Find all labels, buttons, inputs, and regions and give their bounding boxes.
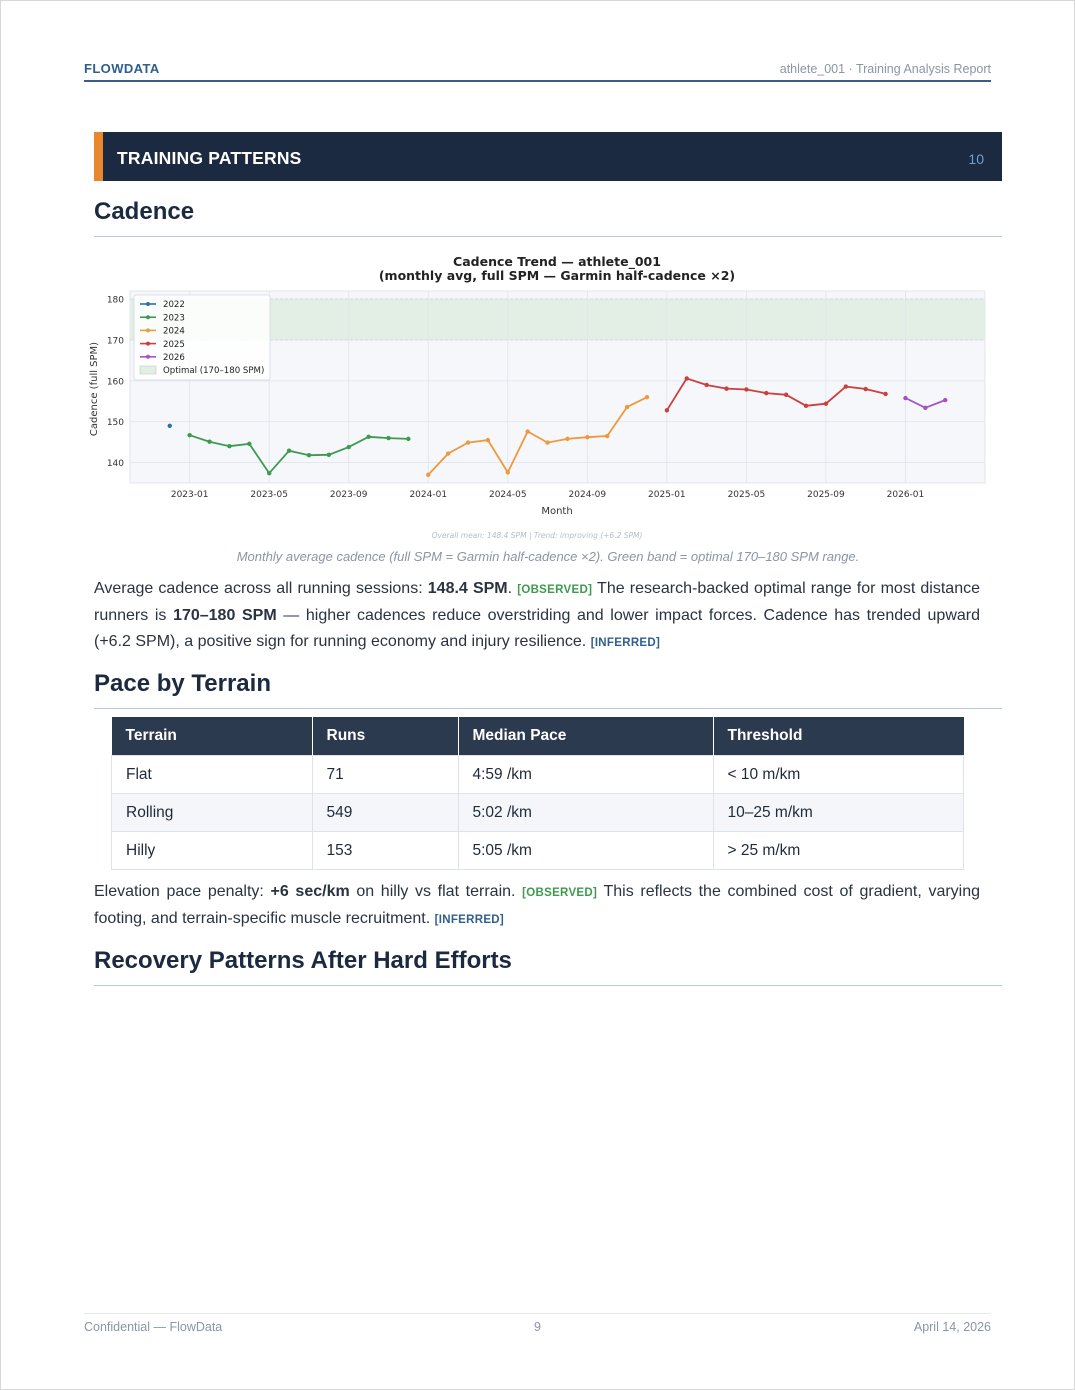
cell-runs: 153 [312, 832, 458, 870]
cadence-optimal-range: 170–180 SPM [173, 607, 277, 624]
legend-marker-2022 [146, 302, 150, 306]
data-point-2023 [307, 453, 311, 457]
data-point-2023 [327, 453, 331, 457]
y-tick-label: 180 [106, 295, 124, 306]
data-point-2024 [525, 429, 529, 433]
pace-heading-rule [94, 708, 1002, 709]
cell-terrain: Rolling [112, 794, 313, 832]
data-point-2025 [685, 376, 689, 380]
table-header-row [112, 717, 964, 756]
cadence-text-1: Average cadence across all running sessions: [94, 580, 428, 597]
pace-text-3: This reflects the combined cost of gradient, varying footing, and terrain-specific muscle recruitment. [94, 883, 981, 927]
banner-title: TRAINING PATTERNS [117, 148, 302, 168]
cell-terrain: Flat [112, 756, 313, 794]
cell-median-pace: 5:05 /km [458, 832, 713, 870]
legend-label-2023: 2023 [163, 313, 185, 324]
footer-page-number: 9 [534, 1320, 541, 1334]
data-point-2024 [565, 437, 569, 441]
cell-threshold: > 25 m/km [713, 832, 964, 870]
cadence-text-3: The research-backed optimal range for most distance runners is [94, 580, 981, 624]
data-point-2024 [486, 438, 490, 442]
cadence-chart-caption: Monthly average cadence (full SPM = Garmin half-cadence ×2). Green band = optimal 170–180 SPM range. [236, 549, 860, 564]
pace-by-terrain-table [111, 717, 964, 870]
chart-footnote: Overall mean: 148.4 SPM | Trend: improving (+6.2 SPM) [431, 531, 643, 540]
data-point-2025 [665, 408, 669, 412]
chart-subtitle: (monthly avg, full SPM — Garmin half-cadence ×2) [378, 268, 736, 283]
x-tick-label: 2025-09 [807, 490, 845, 500]
legend-marker-2023 [146, 315, 150, 319]
data-point-2026 [903, 396, 907, 400]
table-row [112, 756, 964, 794]
data-point-2024 [605, 434, 609, 438]
legend-label-2024: 2024 [163, 326, 185, 337]
cell-median-pace: 5:02 /km [458, 794, 713, 832]
data-point-2024 [645, 395, 649, 399]
x-tick-label: 2026-01 [886, 490, 925, 500]
y-tick-label: 140 [106, 459, 124, 470]
data-point-2022 [168, 424, 172, 428]
brand-logo-text: FLOWDATA [84, 61, 160, 76]
data-point-2023 [227, 444, 231, 448]
data-point-2023 [347, 445, 351, 449]
banner-accent-bar [94, 132, 103, 181]
data-point-2024 [426, 473, 430, 477]
data-point-2024 [545, 440, 549, 444]
legend-label-band: Optimal (170–180 SPM) [163, 366, 265, 377]
data-point-2023 [406, 437, 410, 441]
data-point-2024 [625, 405, 629, 409]
data-point-2025 [863, 387, 867, 391]
report-subtitle: athlete_001 · Training Analysis Report [779, 62, 991, 76]
data-point-2025 [844, 384, 848, 388]
pace-text-2: on hilly vs flat terrain. [349, 883, 523, 900]
cadence-heading: Cadence [94, 198, 195, 225]
observed-tag: [OBSERVED] [522, 887, 598, 899]
footer-confidential: Confidential — FlowData [84, 1320, 223, 1334]
legend-label-2026: 2026 [163, 353, 185, 363]
cell-median-pace: 4:59 /km [458, 756, 713, 794]
legend-swatch-band [140, 366, 156, 374]
data-point-2025 [784, 393, 788, 397]
data-point-2023 [386, 436, 390, 440]
cell-terrain: Hilly [112, 832, 313, 870]
x-tick-label: 2023-05 [250, 490, 288, 500]
cadence-heading-rule [94, 236, 1002, 237]
section-banner [94, 132, 1002, 181]
data-point-2025 [883, 392, 887, 396]
inferred-tag: [INFERRED] [434, 914, 505, 926]
chart-y-label: Cadence (full SPM) [89, 341, 100, 437]
recovery-heading-rule [94, 985, 1002, 986]
x-tick-label: 2024-05 [488, 490, 527, 500]
data-point-2025 [764, 391, 768, 395]
data-point-2024 [585, 435, 589, 439]
cadence-paragraph [94, 576, 980, 656]
col-terrain: Terrain [112, 717, 313, 756]
report-header [84, 60, 991, 82]
chart-title: Cadence Trend — athlete_001 [453, 254, 661, 269]
x-tick-label: 2023-01 [170, 490, 209, 500]
pace-penalty-value: +6 sec/km [270, 883, 350, 900]
page-footer [84, 1313, 991, 1334]
cadence-trend-chart [86, 248, 992, 544]
observed-tag: [OBSERVED] [517, 584, 593, 596]
legend-marker-2025 [146, 342, 150, 346]
legend-label-2022: 2022 [163, 300, 185, 311]
cadence-text-4: — higher cadences reduce overstriding and lower impact forces. Cadence has trended upward (+6.2 SPM), a positive sign for running economy and injury resilience. [94, 607, 981, 650]
data-point-2023 [366, 435, 370, 439]
cadence-mean-value: 148.4 SPM [427, 580, 508, 597]
footer-date: April 14, 2026 [913, 1320, 991, 1334]
pace-text-1: Elevation pace penalty: [94, 883, 271, 900]
cell-runs: 71 [312, 756, 458, 794]
col-median-pace: Median Pace [458, 717, 713, 756]
data-point-2026 [923, 406, 927, 410]
x-tick-label: 2024-01 [409, 490, 448, 500]
inferred-tag: [INFERRED] [590, 637, 661, 649]
data-point-2024 [446, 451, 450, 455]
data-point-2025 [824, 402, 828, 406]
cell-threshold: < 10 m/km [713, 756, 964, 794]
data-point-2023 [207, 440, 211, 444]
legend-marker-2024 [146, 328, 150, 332]
y-tick-label: 150 [106, 418, 124, 429]
recovery-heading: Recovery Patterns After Hard Efforts [94, 947, 512, 974]
chart-x-label: Month [541, 506, 573, 517]
x-tick-label: 2025-01 [648, 490, 686, 500]
data-point-2025 [804, 404, 808, 408]
cadence-text-2: . [507, 580, 518, 597]
x-tick-label: 2024-09 [568, 490, 607, 500]
data-point-2025 [724, 386, 728, 390]
data-point-2024 [506, 470, 510, 474]
data-point-2023 [247, 442, 251, 446]
pace-paragraph [94, 879, 980, 933]
data-point-2024 [466, 440, 470, 444]
pace-heading: Pace by Terrain [94, 670, 271, 697]
data-point-2025 [704, 383, 708, 387]
y-tick-label: 170 [106, 336, 124, 347]
banner-section-number: 10 [968, 151, 984, 167]
legend-marker-2026 [146, 355, 150, 359]
cell-runs: 549 [312, 794, 458, 832]
data-point-2023 [187, 433, 191, 437]
y-tick-label: 160 [106, 377, 124, 388]
data-point-2023 [267, 471, 271, 475]
x-tick-label: 2025-05 [727, 490, 766, 500]
data-point-2025 [744, 387, 748, 391]
table-row [112, 794, 964, 832]
col-runs: Runs [312, 717, 458, 756]
table-row [112, 832, 964, 870]
cell-threshold: 10–25 m/km [713, 794, 964, 832]
col-threshold: Threshold [713, 717, 964, 756]
x-tick-label: 2023-09 [329, 490, 368, 500]
data-point-2023 [287, 449, 291, 453]
legend-label-2025: 2025 [163, 339, 185, 350]
data-point-2026 [943, 398, 947, 402]
